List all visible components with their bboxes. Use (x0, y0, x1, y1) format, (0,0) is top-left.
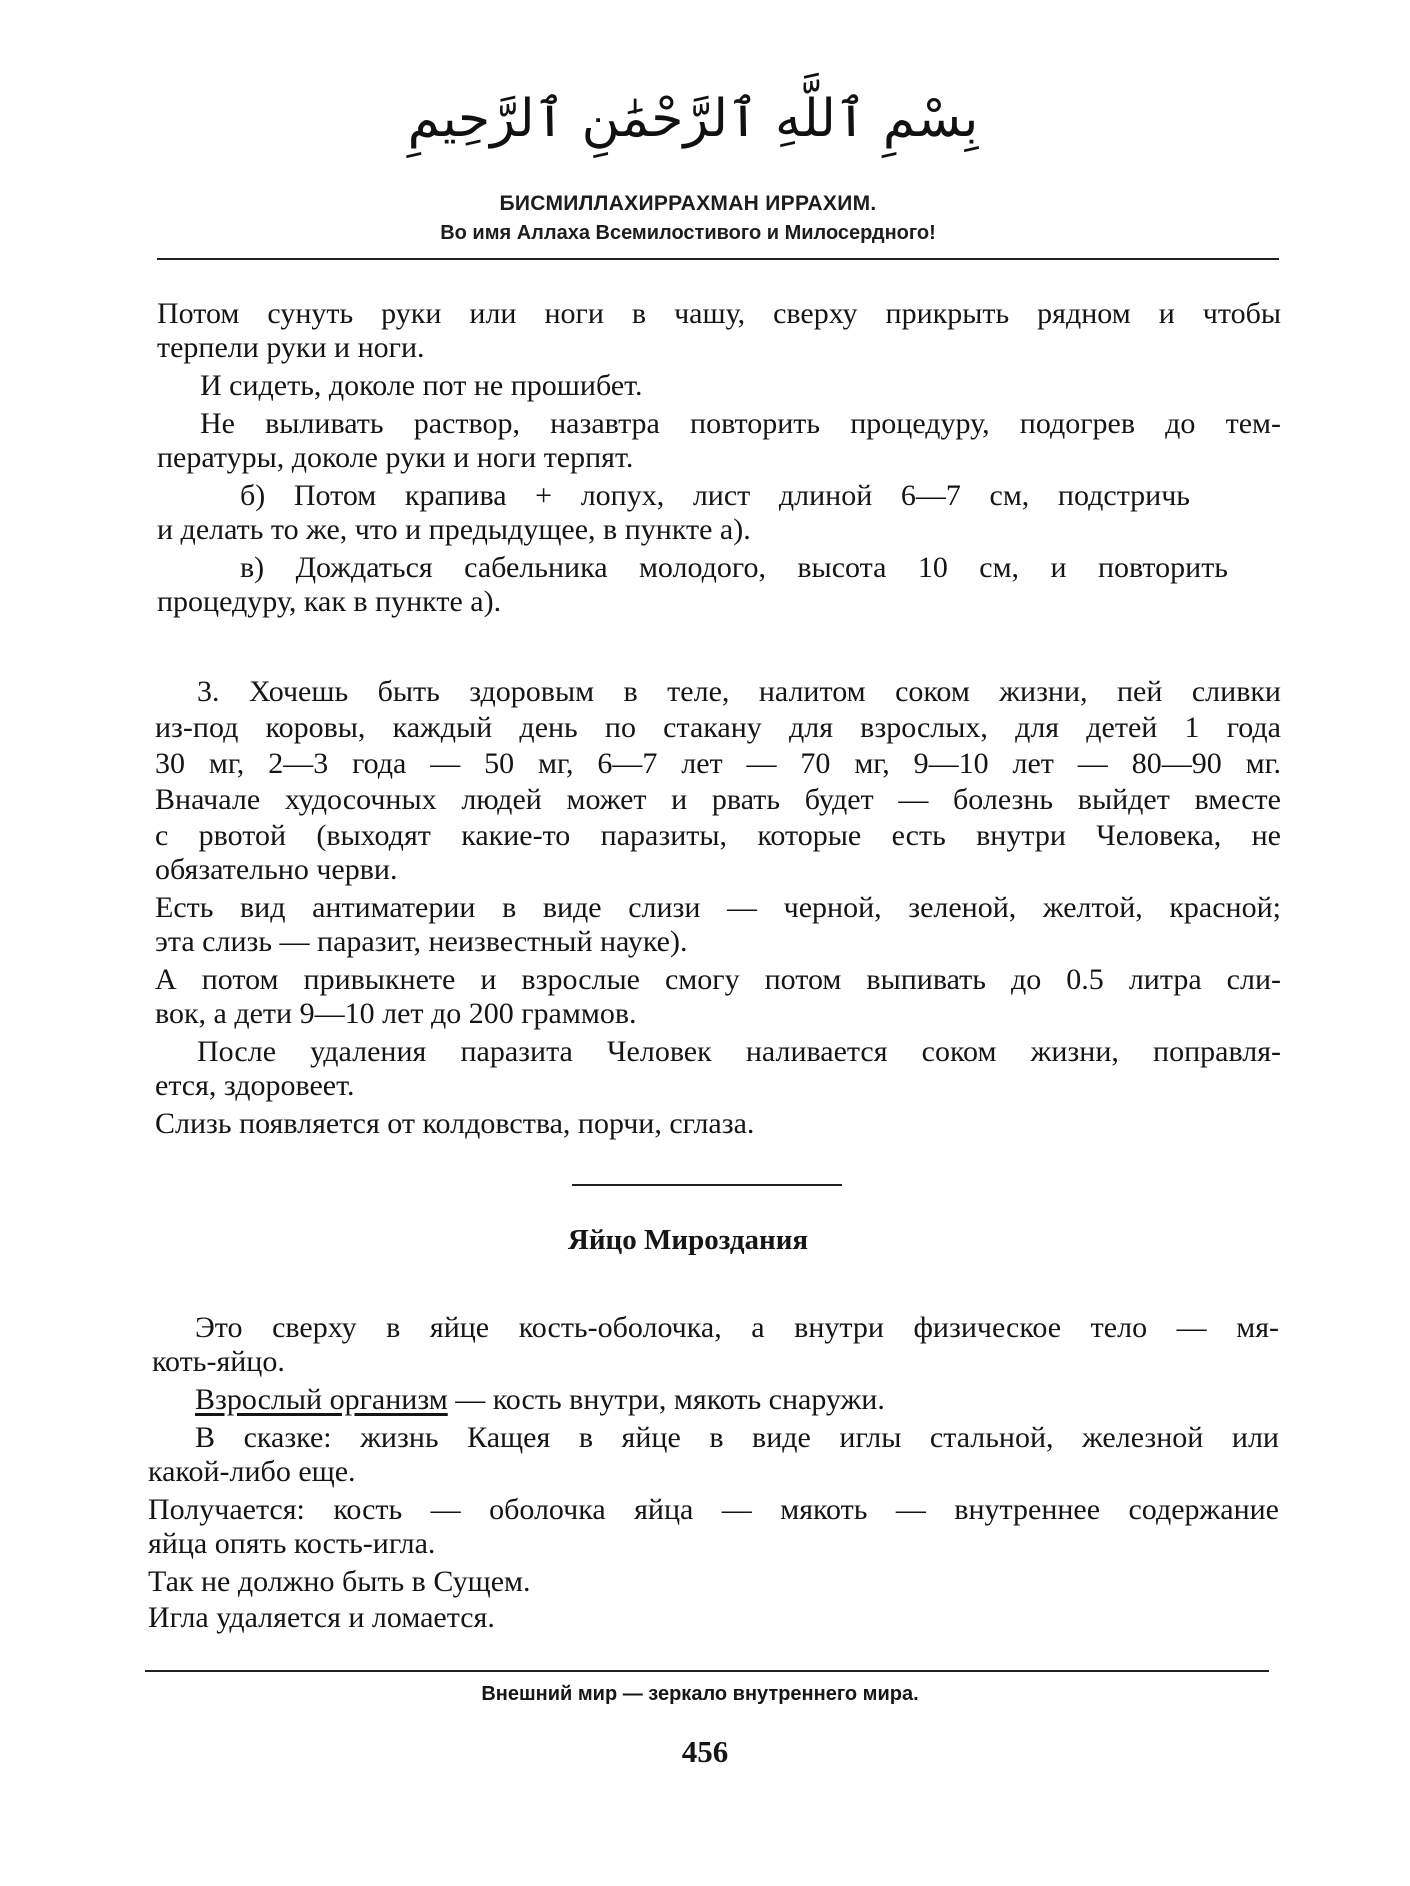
p6-line1: 3. Хочешь быть здоровым в теле, налитом соком жизни, пей сливки (197, 675, 1281, 708)
p7-line2: эта слизь — паразит, неизвестный науке). (155, 925, 688, 958)
s3-line2: какой-либо еще. (148, 1455, 356, 1488)
header-rule (157, 258, 1279, 260)
header-translation: Во имя Аллаха Всемилостивого и Милосердного! (440, 222, 936, 244)
p1-line1: Потом сунуть руки или ноги в чашу, сверху прикрыть рядном и чтобы (157, 297, 1281, 330)
p8-line1: А потом привыкнете и взрослые смогу потом выпивать до 0.5 литра сли- (155, 963, 1281, 996)
p4-line1: б) Потом крапива + лопух, лист длиной 6—7 см, подстричь (240, 479, 1190, 512)
s2-rest: — кость внутри, мякоть снаружи. (447, 1383, 885, 1416)
section-divider (572, 1184, 842, 1186)
section-title: Яйцо Мироздания (567, 1224, 809, 1256)
header-transliteration: БИСМИЛЛАХИРРАХМАН ИРРАХИМ. (499, 192, 877, 215)
s1-line2: коть-яйцо. (152, 1345, 285, 1378)
p2: И сидеть, доколе пот не прошибет. (200, 369, 643, 402)
s3-line1: В сказке: жизнь Кащея в яйце в виде иглы стальной, железной или (195, 1421, 1279, 1454)
p10: Слизь появляется от колдовства, порчи, сглаза. (155, 1107, 755, 1140)
p3-line2: пературы, доколе руки и ноги терпят. (157, 441, 634, 474)
p5-line2: процедуру, как в пункте а). (157, 585, 502, 618)
p1-line2: терпели руки и ноги. (157, 331, 425, 364)
p6-line3: 30 мг, 2—3 года — 50 мг, 6—7 лет — 70 мг, 9—10 лет — 80—90 мг. (155, 747, 1281, 780)
p7-line1: Есть вид антиматерии в виде слизи — черной, зеленой, желтой, красной; (155, 891, 1281, 924)
page-number: 456 (681, 1734, 729, 1769)
footer-rule (145, 1670, 1269, 1672)
underlined-term: Взрослый организм (195, 1383, 448, 1416)
s6: Игла удаляется и ломается. (148, 1601, 495, 1634)
p6-line5: с рвотой (выходят какие-то паразиты, которые есть внутри Человека, не (155, 819, 1281, 852)
p9-line2: ется, здоровеет. (155, 1069, 355, 1102)
s5: Так не должно быть в Сущем. (148, 1565, 531, 1598)
footer-motto: Внешний мир — зеркало внутреннего мира. (481, 1683, 919, 1705)
p5-line1: в) Дождаться сабельника молодого, высота 10 см, и повторить (240, 551, 1228, 584)
p8-line2: вок, а дети 9—10 лет до 200 граммов. (155, 997, 637, 1030)
p4-line2: и делать то же, что и предыдущее, в пункте а). (157, 513, 751, 546)
p6-line6: обязательно черви. (155, 853, 398, 886)
s2-line (195, 1382, 885, 1418)
s4-line1: Получается: кость — оболочка яйца — мякоть — внутреннее содержание (148, 1493, 1279, 1526)
p6-line2: из-под коровы, каждый день по стакану для взрослых, для детей 1 года (155, 711, 1281, 744)
bismillah-calligraphy (407, 70, 979, 170)
p6-line4: Вначале худосочных людей может и рвать будет — болезнь выйдет вместе (155, 783, 1281, 816)
s4-line2: яйца опять кость-игла. (148, 1527, 436, 1560)
svg-text:بِسْمِ ٱللَّهِ ٱلرَّحْمَٰنِ ٱل: بِسْمِ ٱللَّهِ ٱلرَّحْمَٰنِ ٱلرَّحِيمِ (407, 89, 979, 149)
p3-line1: Не выливать раствор, назавтра повторить процедуру, подогрев до тем- (200, 407, 1281, 440)
p9-line1: После удаления паразита Человек наливается соком жизни, поправля- (197, 1035, 1281, 1068)
s1-line1: Это сверху в яйце кость-оболочка, а внутри физическое тело — мя- (195, 1311, 1279, 1344)
